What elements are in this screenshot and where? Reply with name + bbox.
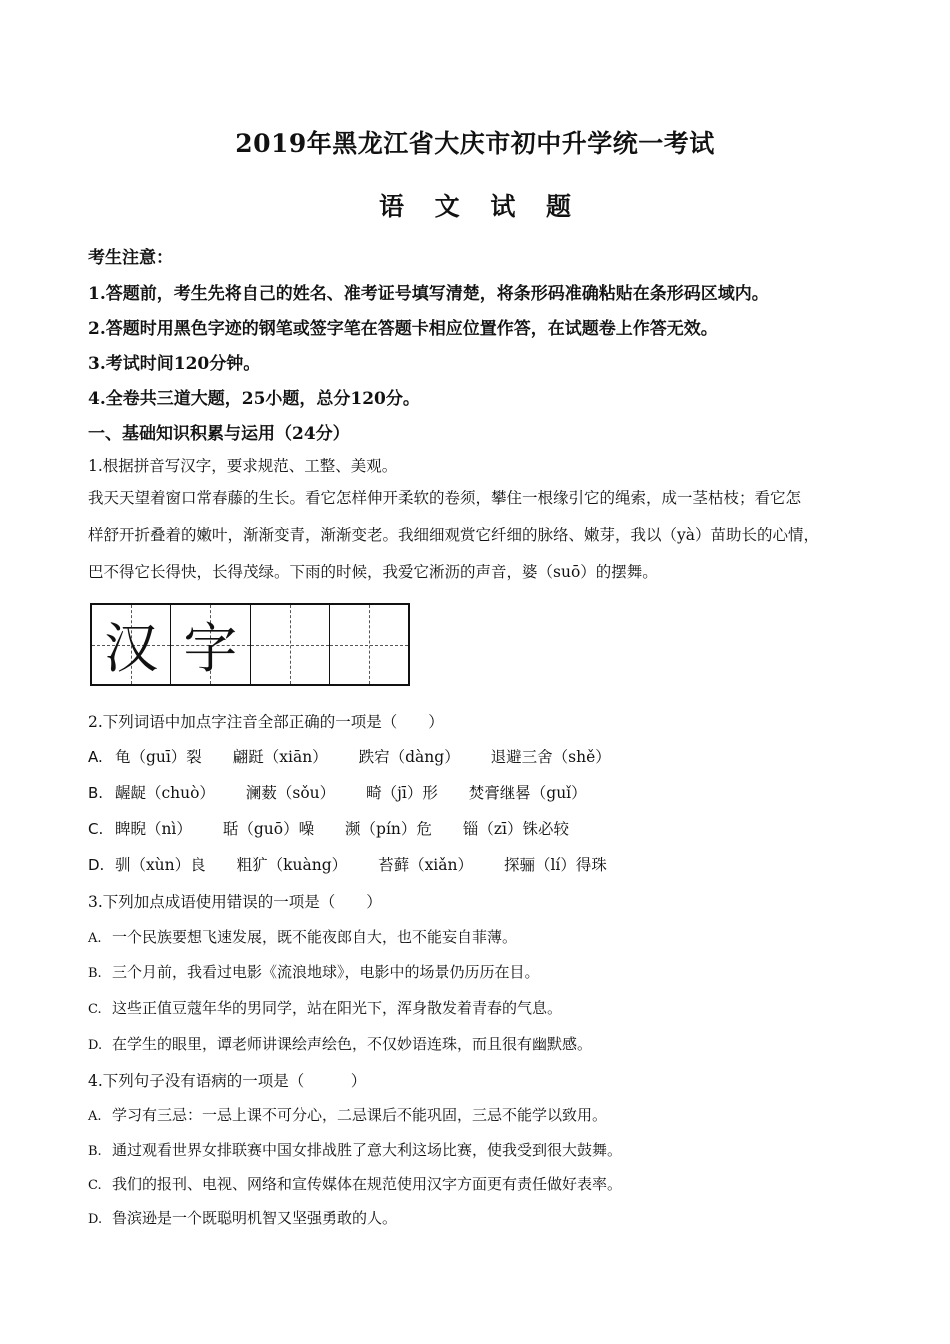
section-heading: 一、基础知识积累与运用（24分） xyxy=(88,424,350,444)
question-2-option-b[interactable] xyxy=(88,781,613,803)
question-3-option-d[interactable] xyxy=(88,1033,592,1054)
option-word: 苔藓（xiǎn） xyxy=(378,856,473,874)
question-1-passage xyxy=(88,480,868,591)
question-3-stem: 3.下列加点成语使用错误的一项是（ ） xyxy=(88,893,382,911)
exam-title: 2019年黑龙江省大庆市初中升学统一考试 xyxy=(235,129,715,158)
option-label: D. xyxy=(88,1212,103,1227)
option-text: 通过观看世界女排联赛中国女排战胜了意大利这场比赛，使我受到很大鼓舞。 xyxy=(112,1141,623,1159)
notice-item: 1.答题前，考生先将自己的姓名、准考证号填写清楚，将条形码准确粘贴在条形码区域内。 xyxy=(88,284,769,304)
exam-subtitle: 语 文 试 题 xyxy=(378,192,572,221)
notice-item: 2.答题时用黑色字迹的钢笔或签字笔在答题卡相应位置作答，在试题卷上作答无效。 xyxy=(88,319,718,339)
option-word: 澜薮（sǒu） xyxy=(245,784,336,802)
question-4-option-a[interactable] xyxy=(88,1104,607,1125)
question-3-option-a[interactable] xyxy=(88,926,517,947)
option-text: 一个民族要想飞速发展，既不能夜郎自大，也不能妄自菲薄。 xyxy=(112,928,518,946)
question-3-option-b[interactable] xyxy=(88,961,540,982)
question-2-option-a[interactable] xyxy=(88,745,637,767)
question-3-option-c[interactable] xyxy=(88,997,562,1018)
option-text: 在学生的眼里，谭老师讲课绘声绘色，不仅妙语连珠，而且很有幽默感。 xyxy=(112,1035,593,1053)
option-word: 龌龊（chuò） xyxy=(114,784,215,802)
question-4-option-c[interactable] xyxy=(88,1173,622,1194)
option-word: 锱（zī）铢必较 xyxy=(462,820,569,838)
option-text: 这些正值豆蔻年华的男同学，站在阳光下，浑身散发着青春的气息。 xyxy=(112,999,563,1017)
notice-item: 3.考试时间120分钟。 xyxy=(88,354,261,374)
option-text: 鲁滨逊是一个既聪明机智又坚强勇敢的人。 xyxy=(112,1209,398,1227)
option-word: 粗犷（kuàng） xyxy=(236,856,348,874)
question-4-option-d[interactable] xyxy=(88,1207,397,1228)
option-label: B. xyxy=(88,966,102,981)
option-label: A. xyxy=(88,1109,102,1124)
grid-cell[interactable] xyxy=(92,605,171,684)
passage-line: 样舒开折叠着的嫩叶，渐渐变青，渐渐变老。我细细观赏它纤细的脉络、嫩芽，我以（yà）苗助长的心情， xyxy=(88,526,820,544)
notice-heading: 考生注意： xyxy=(88,248,173,268)
option-text: 学习有三忌：一忌上课不可分心，二忌课后不能巩固，三忌不能学以致用。 xyxy=(112,1106,608,1124)
grid-char: 字 xyxy=(183,617,238,680)
option-label: D. xyxy=(88,1038,103,1053)
option-word: 焚膏继晷（guǐ） xyxy=(468,784,587,802)
question-2-option-c[interactable] xyxy=(88,817,595,839)
question-4-option-b[interactable] xyxy=(88,1139,622,1160)
passage-line: 我天天望着窗口常春藤的生长。看它怎样伸开柔软的卷须，攀住一根缘引它的绳索，成一茎枯枝；看它怎 xyxy=(88,489,802,507)
grid-cell[interactable] xyxy=(251,605,330,684)
question-1-stem: 1.根据拼音写汉字，要求规范、工整、美观。 xyxy=(88,457,398,475)
option-label: C. xyxy=(88,820,104,838)
grid-char: 汉 xyxy=(104,617,159,680)
option-label: A. xyxy=(88,748,103,766)
option-text: 我们的报刊、电视、网络和宣传媒体在规范使用汉字方面更有责任做好表率。 xyxy=(112,1175,623,1193)
option-word: 翩跹（xiān） xyxy=(232,748,328,766)
option-label: C. xyxy=(88,1178,102,1193)
option-word: 退避三舍（shě） xyxy=(490,748,611,766)
option-label: B. xyxy=(88,1144,102,1159)
writing-grid[interactable] xyxy=(90,603,410,686)
option-word: 畸（jī）形 xyxy=(366,784,438,802)
option-word: 跌宕（dàng） xyxy=(358,748,460,766)
grid-cell[interactable] xyxy=(171,605,250,684)
option-label: D. xyxy=(88,856,105,874)
option-word: 驯（xùn）良 xyxy=(114,856,206,874)
notice-item: 4.全卷共三道大题，25小题，总分120分。 xyxy=(88,389,420,409)
question-2-stem: 2.下列词语中加点字注音全部正确的一项是（ ） xyxy=(88,713,444,731)
grid-cell[interactable] xyxy=(330,605,408,684)
option-label: A. xyxy=(88,931,102,946)
option-text: 三个月前，我看过电影《流浪地球》，电影中的场景仍历历在目。 xyxy=(112,963,540,981)
question-4-stem: 4.下列句子没有语病的一项是（ ） xyxy=(88,1072,367,1090)
option-word: 龟（guī）裂 xyxy=(114,748,202,766)
option-word: 濒（pín）危 xyxy=(345,820,432,838)
option-word: 探骊（lí）得珠 xyxy=(503,856,607,874)
passage-line: 巴不得它长得快，长得茂绿。下雨的时候，我爱它淅沥的声音，婆（suō）的摆舞。 xyxy=(88,563,658,581)
option-label: B. xyxy=(88,784,104,802)
option-label: C. xyxy=(88,1002,102,1017)
question-2-option-d[interactable] xyxy=(88,853,633,875)
option-word: 聒（guō）噪 xyxy=(222,820,315,838)
option-word: 睥睨（nì） xyxy=(114,820,192,838)
